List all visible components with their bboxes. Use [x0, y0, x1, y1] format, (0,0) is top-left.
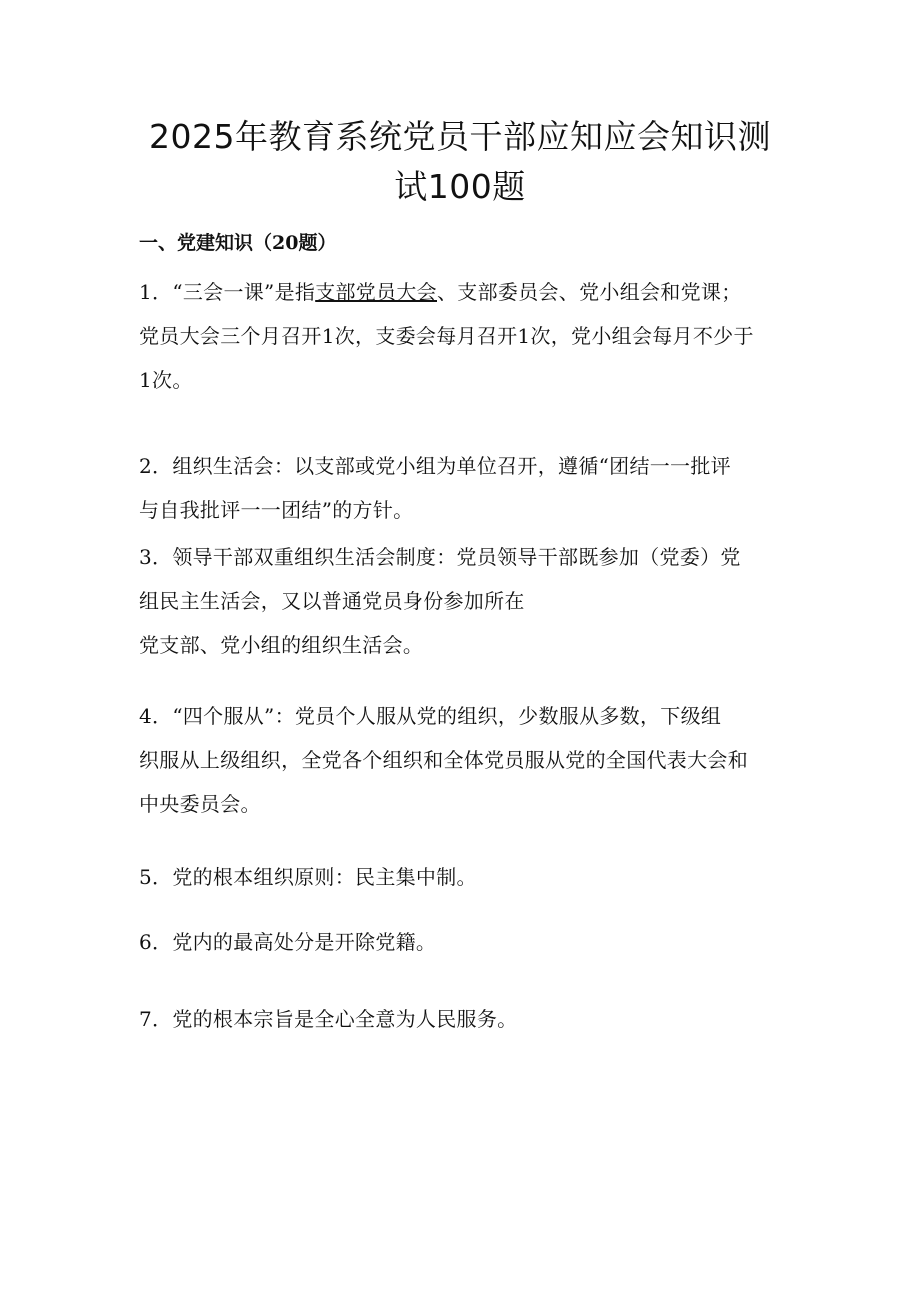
- question-line: 党员大会三个月召开1次，支委会每月召开1次，党小组会每月不少于: [139, 324, 754, 348]
- question-line: 1次。: [139, 368, 193, 392]
- question-line: 织服从上级组织，全党各个组织和全体党员服从党的全国代表大会和: [139, 748, 748, 772]
- question-line: 组民主生活会，又以普通党员身份参加所在: [139, 589, 525, 613]
- question-line: 中央委员会。: [139, 792, 261, 816]
- question-item: [139, 694, 789, 826]
- question-line: 2．组织生活会：以支部或党小组为单位召开，遵循“团结一一批评: [139, 454, 731, 478]
- question-line: 5．党的根本组织原则：民主集中制。: [139, 865, 477, 889]
- question-item: [139, 270, 789, 402]
- question-item: [139, 997, 789, 1041]
- question-item: [139, 920, 789, 964]
- question-number: 1: [139, 280, 153, 304]
- question-item: [139, 855, 789, 899]
- question-number: 4: [139, 704, 153, 728]
- question-line: 与自我批评一一团结”的方针。: [139, 498, 414, 522]
- question-item: [139, 444, 789, 532]
- underlined-term: 支部党员大会: [315, 280, 437, 304]
- title-line-2: 试100题: [394, 167, 526, 206]
- question-number: 5: [139, 865, 153, 889]
- section-heading: 一、党建知识（20题）: [139, 232, 337, 254]
- question-item: [139, 535, 789, 667]
- question-line: 党支部、党小组的组织生活会。: [139, 633, 424, 657]
- question-number: 7: [139, 1007, 153, 1031]
- question-number: 6: [139, 930, 153, 954]
- question-line: 3．领导干部双重组织生活会制度：党员领导干部既参加（党委）党: [139, 545, 741, 569]
- question-number: 3: [139, 545, 153, 569]
- question-line: 7．党的根本宗旨是全心全意为人民服务。: [139, 1007, 518, 1031]
- question-line: 4．“四个服从”：党员个人服从党的组织，少数服从多数，下级组: [139, 704, 722, 728]
- title-line-1: 2025年教育系统党员干部应知应会知识测: [149, 117, 771, 156]
- question-line: 6．党内的最高处分是开除党籍。: [139, 930, 437, 954]
- document-title: [110, 112, 810, 212]
- question-number: 2: [139, 454, 153, 478]
- question-line: 1．“三会一课”是指支部党员大会、支部委员会、党小组会和党课；: [139, 280, 742, 304]
